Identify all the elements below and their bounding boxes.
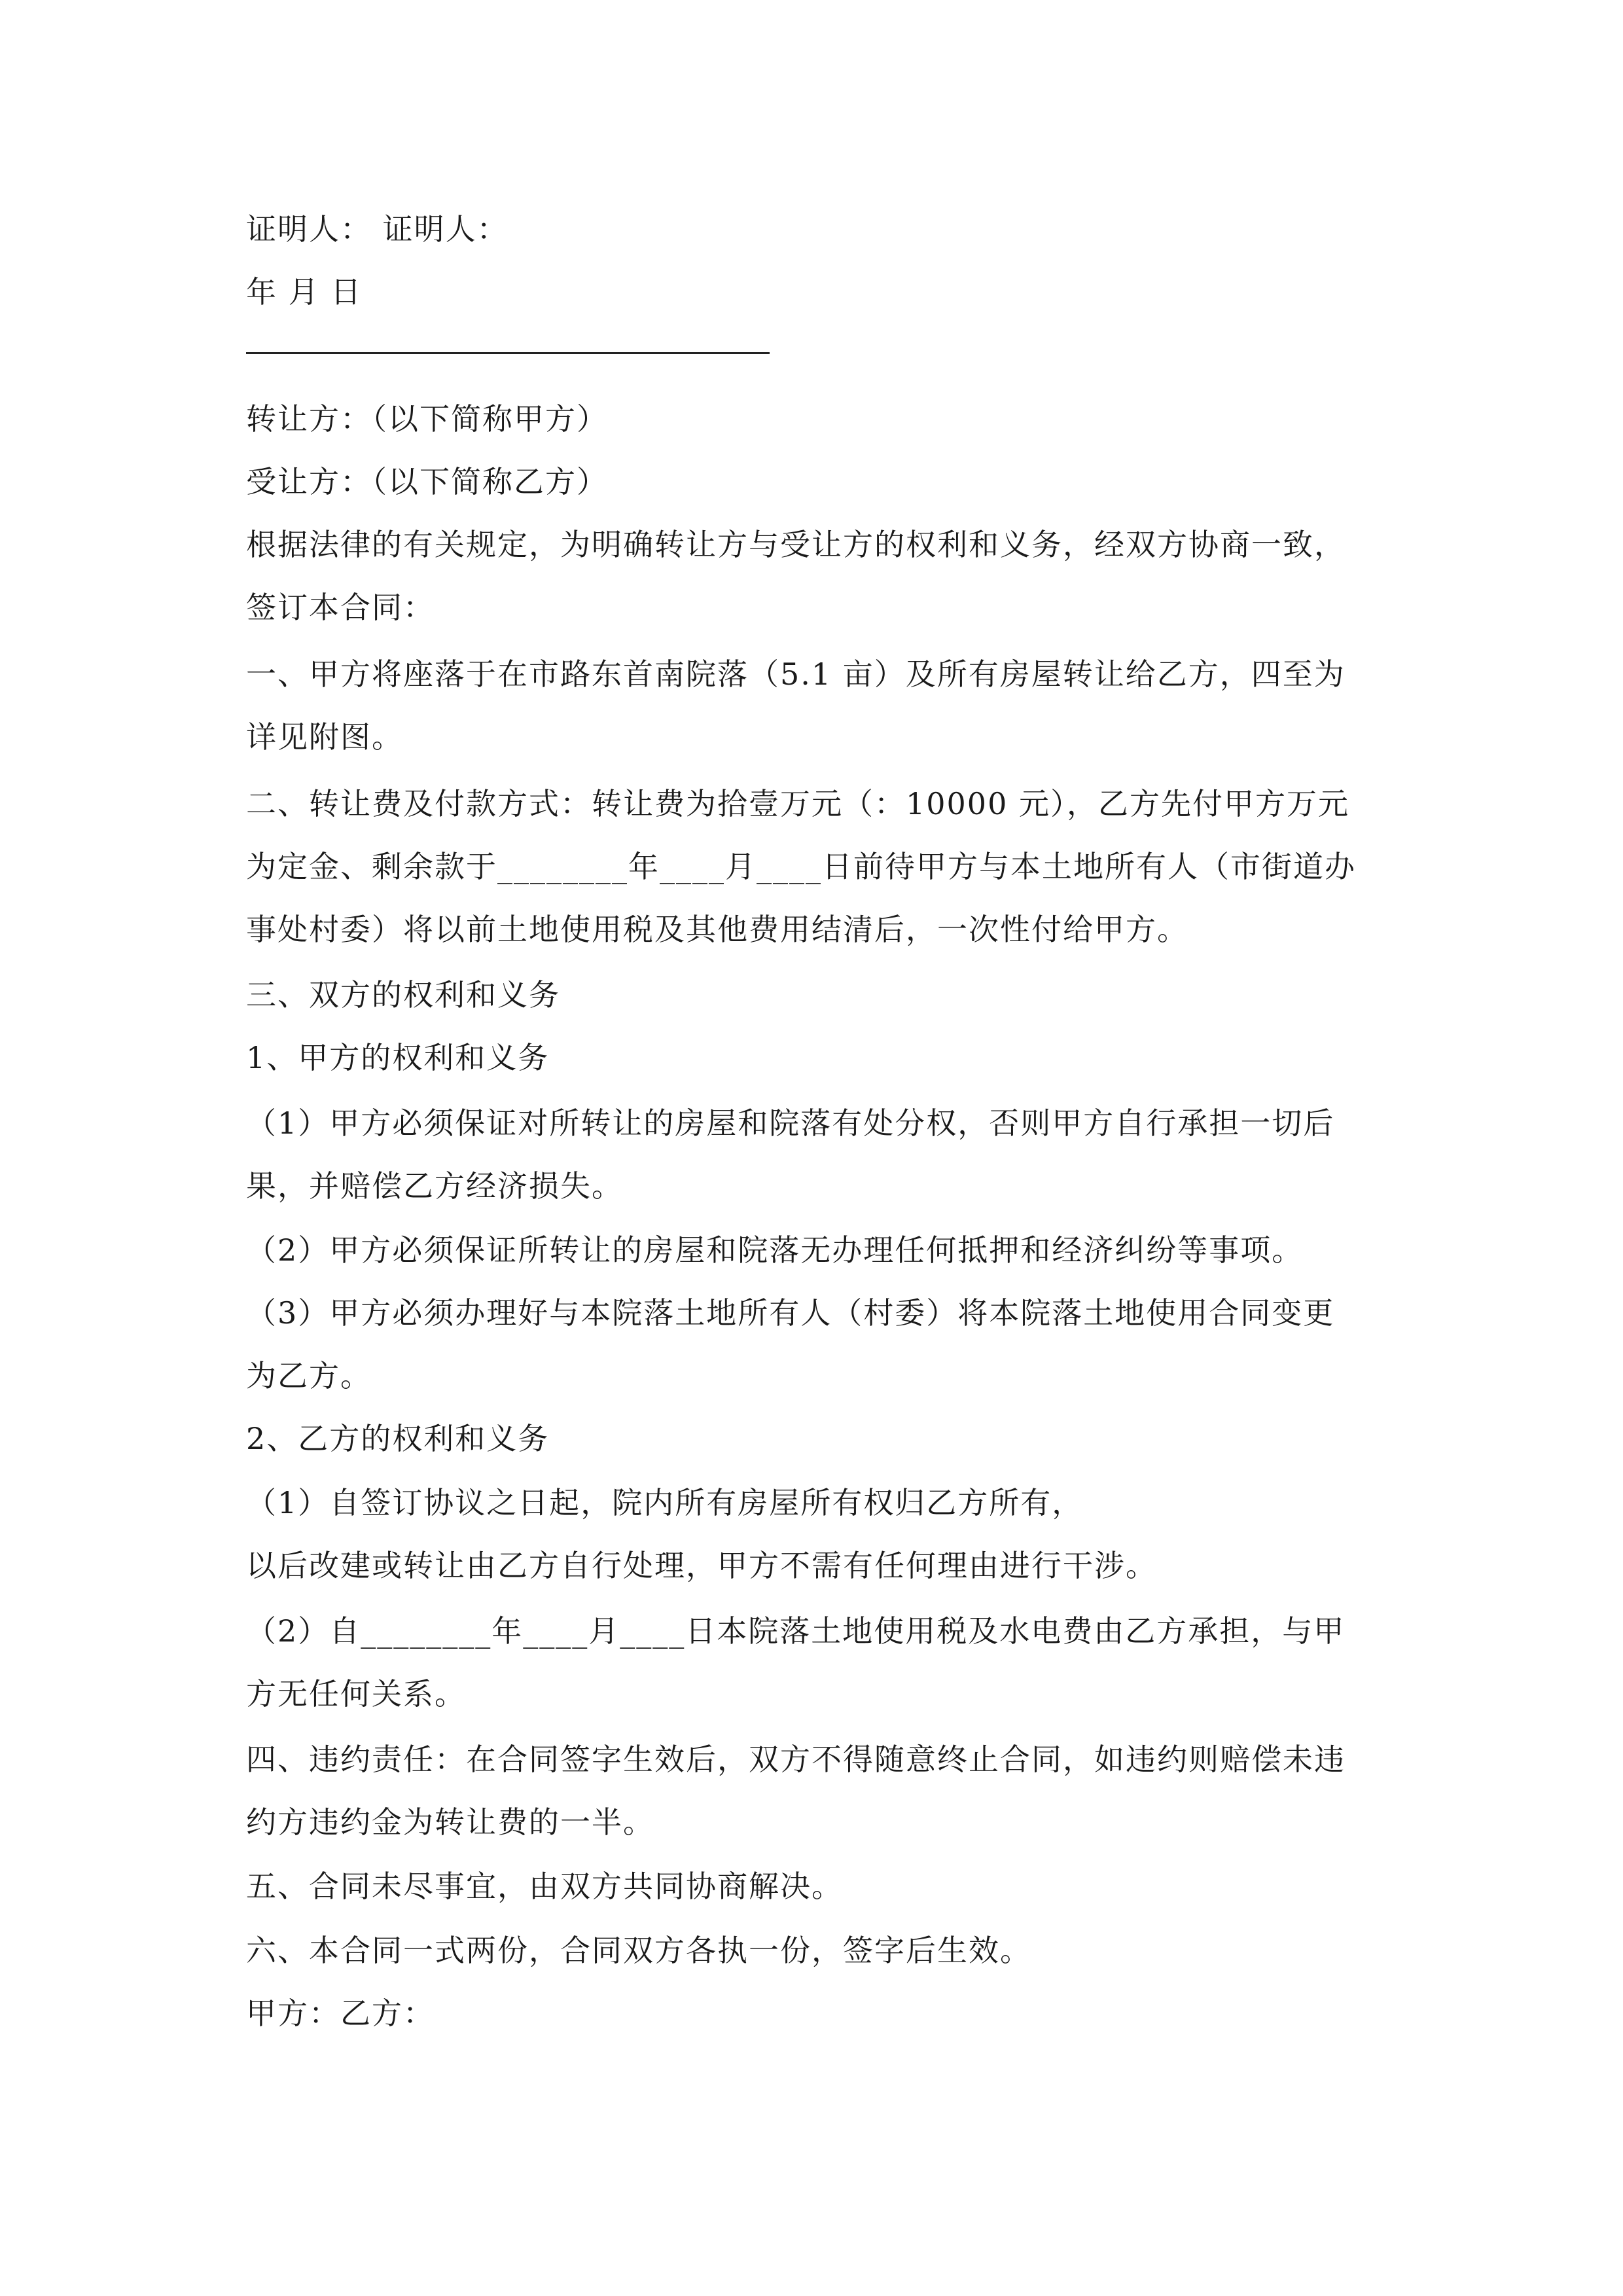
clause3-1-3-line-2: 为乙方。 [246,1358,372,1393]
clause2-line-1: 二、转让费及付款方式：转让费为拾壹万元（：10000 元），乙方先付甲方万元 [246,786,1349,821]
intro-line-1: 根据法律的有关规定，为明确转让方与受让方的权利和义务，经双方协商一致， [246,527,1346,562]
intro-line-2: 签订本合同： [246,590,435,625]
clause3-1-1-line-2: 果，并赔偿乙方经济损失。 [246,1168,623,1204]
clause2-line-3: 事处村委）将以前土地使用税及其他费用结清后，一次性付给甲方。 [246,912,1188,947]
clause3-title: 三、双方的权利和义务 [246,977,560,1013]
transferee-line: 受让方：（以下简称乙方） [246,464,608,499]
clause4-line-1: 四、违约责任：在合同签字生效后，双方不得随意终止合同，如违约则赔偿未违 [246,1742,1346,1777]
clause2-line-2: 为定金、剩余款于________年____月____日前待甲方与本土地所有人（市街道办 [246,849,1356,884]
signatures-line: 甲方：乙方： [246,1996,435,2031]
clause1-line-1: 一、甲方将座落于在市路东首南院落（5.1 亩）及所有房屋转让给乙方，四至为 [246,656,1346,692]
date-line: 年 月 日 [246,274,363,310]
transferor-line: 转让方：（以下简称甲方） [246,401,608,437]
clause3-2-2-line-1: （2）自________年____月____日本院落土地使用税及水电费由乙方承担，与甲 [246,1613,1346,1649]
clause3-1-1-line-1: （1）甲方必须保证对所转让的房屋和院落有处分权，否则甲方自行承担一切后 [246,1105,1335,1141]
clause3-1-title: 1、甲方的权利和义务 [246,1040,550,1075]
clause3-2-1-line-1: （1）自签订协议之日起，院内所有房屋所有权归乙方所有， [246,1485,1084,1520]
clause3-2-1-line-2: 以后改建或转让由乙方自行处理，甲方不需有任何理由进行干涉。 [246,1548,1157,1583]
clause3-2-2-line-2: 方无任何关系。 [246,1676,466,1712]
clause1-line-2: 详见附图。 [246,719,403,755]
clause4-line-2: 约方违约金为转让费的一半。 [246,1804,654,1840]
clause6-line: 六、本合同一式两份，合同双方各执一份，签字后生效。 [246,1933,1031,1968]
clause3-1-3-line-1: （3）甲方必须办理好与本院落土地所有人（村委）将本院落土地使用合同变更 [246,1295,1335,1331]
clause3-1-2-line: （2）甲方必须保证所转让的房屋和院落无办理任何抵押和经济纠纷等事项。 [246,1232,1304,1268]
clause5-line: 五、合同未尽事宜，由双方共同协商解决。 [246,1869,843,1904]
witness-line: 证明人： 证明人： [246,211,508,247]
clause3-2-title: 2、乙方的权利和义务 [246,1421,550,1456]
separator-rule [246,352,770,354]
